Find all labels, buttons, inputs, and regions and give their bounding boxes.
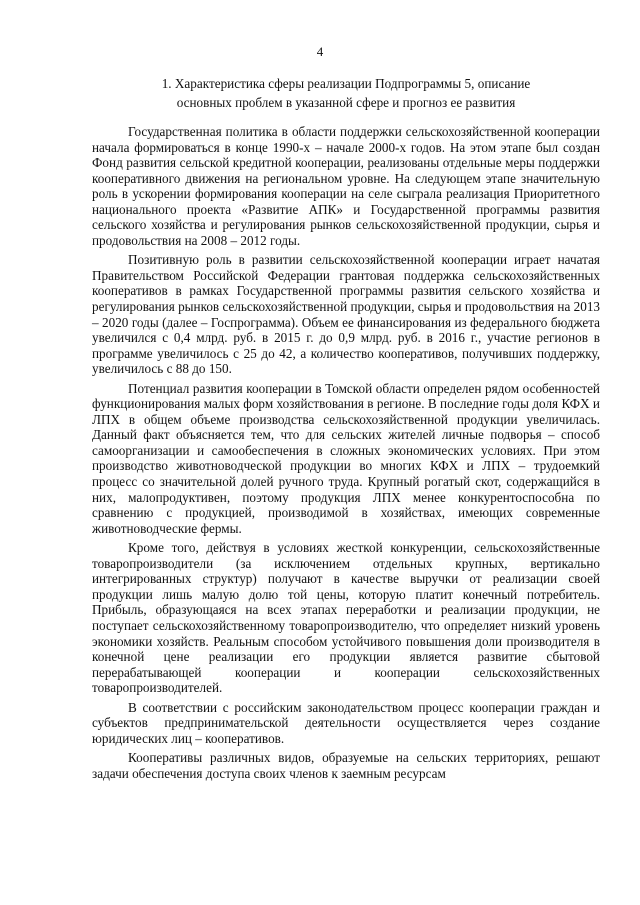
section-heading — [92, 74, 600, 112]
document-body — [92, 124, 600, 785]
paragraph: Кроме того, действуя в условиях жесткой конкуренции, сельскохозяйственные товаропроизводители (за исключением отдельных крупных, вертикально интегрированных структур) получают в качестве выручки от реализации своей продукции лишь малую долю той цены, которую платит конечный потребитель. Прибыль, образующаяся на всех этапах переработки и реализации продукции, не поступает сельскохозяйственному товаропроизводителю, что определяет низкий уровень экономики хозяйств. Реальным способом устойчивого повышения доли производителя в конечной цене реализации его продукции является развитие сбытовой перерабатывающей кооперации и кооперации сельскохозяйственных товаропроизводителей. — [92, 540, 600, 696]
paragraph: Государственная политика в области поддержки сельскохозяйственной кооперации начала формироваться в конце 1990-х – начале 2000-х годов. На этом этапе был создан Фонд развития сельской кредитной кооперации, реализованы отдельные меры поддержки кооперативного движения на региональном уровне. На следующем этапе значительную роль в ускорении формирования кооперации на селе сыграла реализация Приоритетного национального проекта «Развитие АПК» и Государственной программы развития сельского хозяйства и регулирования рынков сельскохозяйственной продукции, сырья и продовольствия на 2008 – 2012 годы. — [92, 124, 600, 248]
paragraph: В соответствии с российским законодательством процесс кооперации граждан и субъектов предпринимательской деятельности осуществляется через создание юридических лиц – кооперативов. — [92, 699, 600, 746]
paragraph: Кооперативы различных видов, образуемые на сельских территориях, решают задачи обеспечения доступа своих членов к заемным ресурсам — [92, 750, 600, 781]
page-number: 4 — [316, 44, 324, 59]
paragraph: Позитивную роль в развитии сельскохозяйственной кооперации играет начатая Правительством Российской Федерации грантовая поддержка сельскохозяйственных кооперативов в рамках Государственной программы развития сельского хозяйства и регулирования рынков сельскохозяйственной продукции, сырья и продовольствия на 2013 – 2020 годы (далее – Госпрограмма). Объем ее финансирования из федерального бюджета увеличился с 0,4 млрд. руб. в 2015 г. до 0,9 млрд. руб. в 2016 г., участие регионов в программе увеличилось с 25 до 42, а количество кооперативов, получивших поддержку, увеличилось с 88 до 150. — [92, 252, 601, 377]
section-heading-line: 1. Характеристика сферы реализации Подпрограммы 5, описание — [161, 76, 531, 91]
paragraph: Потенциал развития кооперации в Томской области определен рядом особенностей функционирования малых форм хозяйствования в регионе. В последние годы доля КФХ и ЛПХ в общем объеме производства сельскохозяйственной продукции увеличилась. Данный факт объясняется тем, что для сельских жителей личные подворья – способ самоорганизации и самообеспечения в сложных экономических условиях. При этом производство животноводческой продукции во многих КФХ и ЛПХ – трудоемкий процесс со значительной долей ручного труда. Крупный рогатый скот, содержащийся в них, малопродуктивен, поэтому продукция ЛПХ менее конкурентоспособна по сравнению с продукцией, производимой в хозяйствах, имеющих современные животноводческие фермы. — [92, 380, 600, 536]
section-heading-line: основных проблем в указанной сфере и прогноз ее развития — [176, 95, 516, 110]
